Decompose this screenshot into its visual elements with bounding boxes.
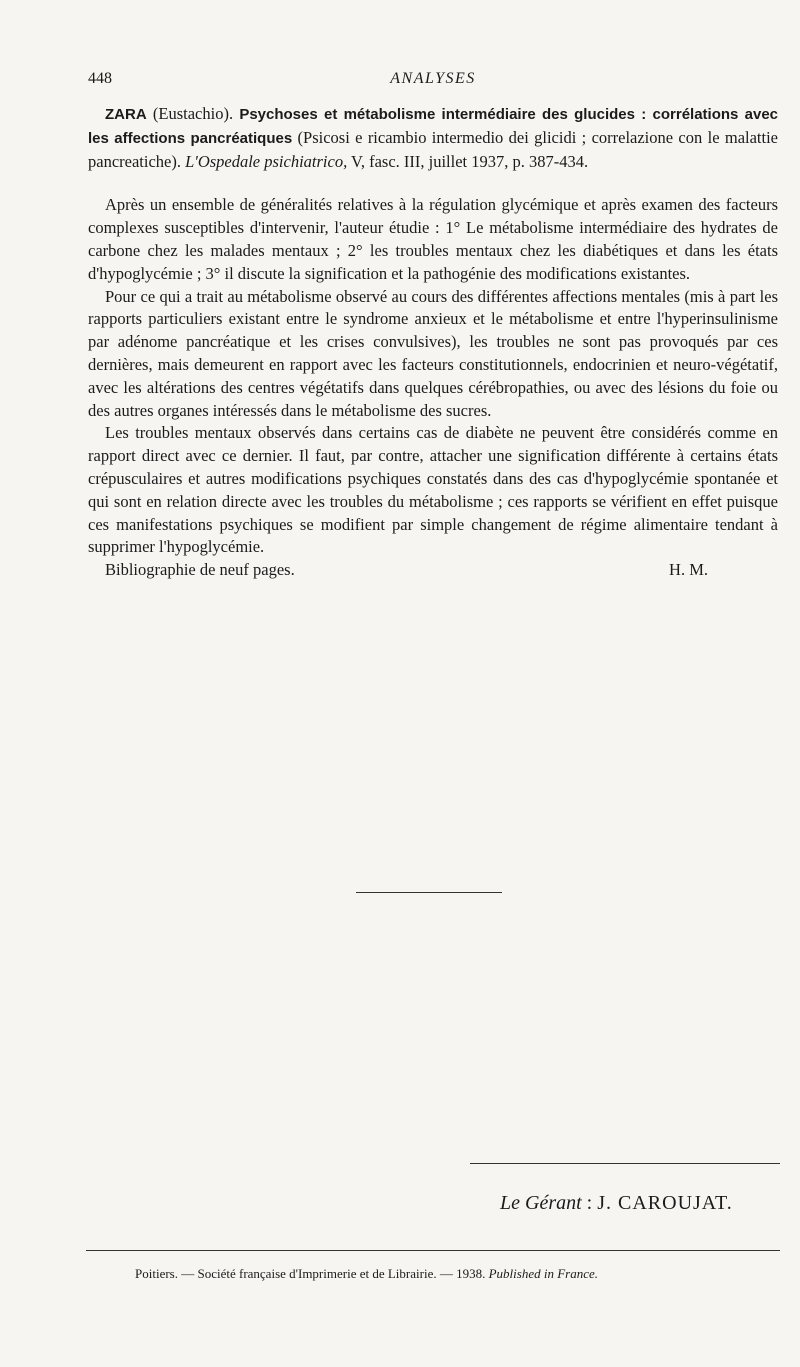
gerant-rule bbox=[470, 1163, 780, 1164]
page-number: 448 bbox=[88, 70, 112, 87]
printer-colophon bbox=[135, 1266, 598, 1282]
gerant-line bbox=[500, 1192, 733, 1215]
gerant-label: Le Gérant bbox=[500, 1192, 582, 1214]
author-given-name: (Eustachio). bbox=[152, 104, 234, 123]
reviewer-initials: H. M. bbox=[669, 560, 708, 580]
signoff-line bbox=[88, 559, 778, 582]
footer-rule bbox=[86, 1250, 780, 1251]
paragraph-1: Après un ensemble de généralités relatives à la régulation glycémique et après examen des facteurs complexes susceptibles d'intervenir, l'auteur étudie : 1° Le métabolisme intermédiaire des hydrates de carbone chez les malades mentaux ; 2° les troubles mentaux chez les diabétiques et dans les états d'hypoglycémie ; 3° il discute la signification et la pathogénie des modifications existantes. bbox=[88, 195, 778, 283]
running-head bbox=[88, 70, 778, 92]
paragraph-2: Pour ce qui a trait au métabolisme observé au cours des différentes affections mentales (mis à part les rapports particuliers existant entre le syndrome anxieux et le métabolisme et entre l'hyperinsulinisme par adénome pancréatique et les crises convulsives), les troubles ne sont pas provoqués par ces dernières, mais demeurent en rapport avec les facteurs constitutionnels, endocrinien et neuro-végétatif, avec les altérations des centres végétatifs dans quelques cérébropathies, ou avec des lésions du foie ou des autres organes intéressés dans le métabolisme des sucres. bbox=[88, 286, 778, 420]
paragraph-3: Les troubles mentaux observés dans certains cas de diabète ne peuvent être considérés comme en rapport direct avec ce dernier. Il faut, par contre, attacher une signification différente à certains états crépusculaires et autres modifications psychiques constatés dans des cas d'hypoglycémie spontanée et qui sont en relation directe avec les troubles du métabolisme ; ces rapports se vérifient en effet puisque ces manifestations psychiques se modifient par simple changement de régime alimentaire tendant à supprimer l'hypoglycémie. bbox=[88, 423, 778, 557]
journal-name: L'Ospedale psichiatrico, bbox=[185, 151, 348, 171]
running-title: ANALYSES bbox=[390, 70, 476, 87]
gerant-separator: : bbox=[586, 1192, 593, 1214]
author-surname: ZARA bbox=[105, 106, 147, 123]
bibliography-note: Bibliographie de neuf pages. bbox=[105, 560, 295, 580]
article-citation bbox=[88, 103, 778, 173]
volume-info: V, fasc. III, juillet 1937, p. 387-434. bbox=[351, 151, 589, 171]
article-original-title: (Psicosi e ricambio intermedio dei glicidi ; correlazione con le malattie pancreatiche). bbox=[88, 127, 778, 171]
printer-info: Poitiers. — Société française d'Imprimerie et de Librairie. — 1938. bbox=[135, 1266, 486, 1281]
gerant-name: J. CAROUJAT. bbox=[597, 1192, 733, 1214]
review-article bbox=[88, 103, 778, 582]
published-in-france: Published in France. bbox=[488, 1266, 598, 1281]
article-title: Psychoses et métabolisme intermédiaire des glucides : corrélations avec les affections pancréatiques bbox=[88, 106, 779, 147]
section-divider bbox=[356, 892, 502, 893]
